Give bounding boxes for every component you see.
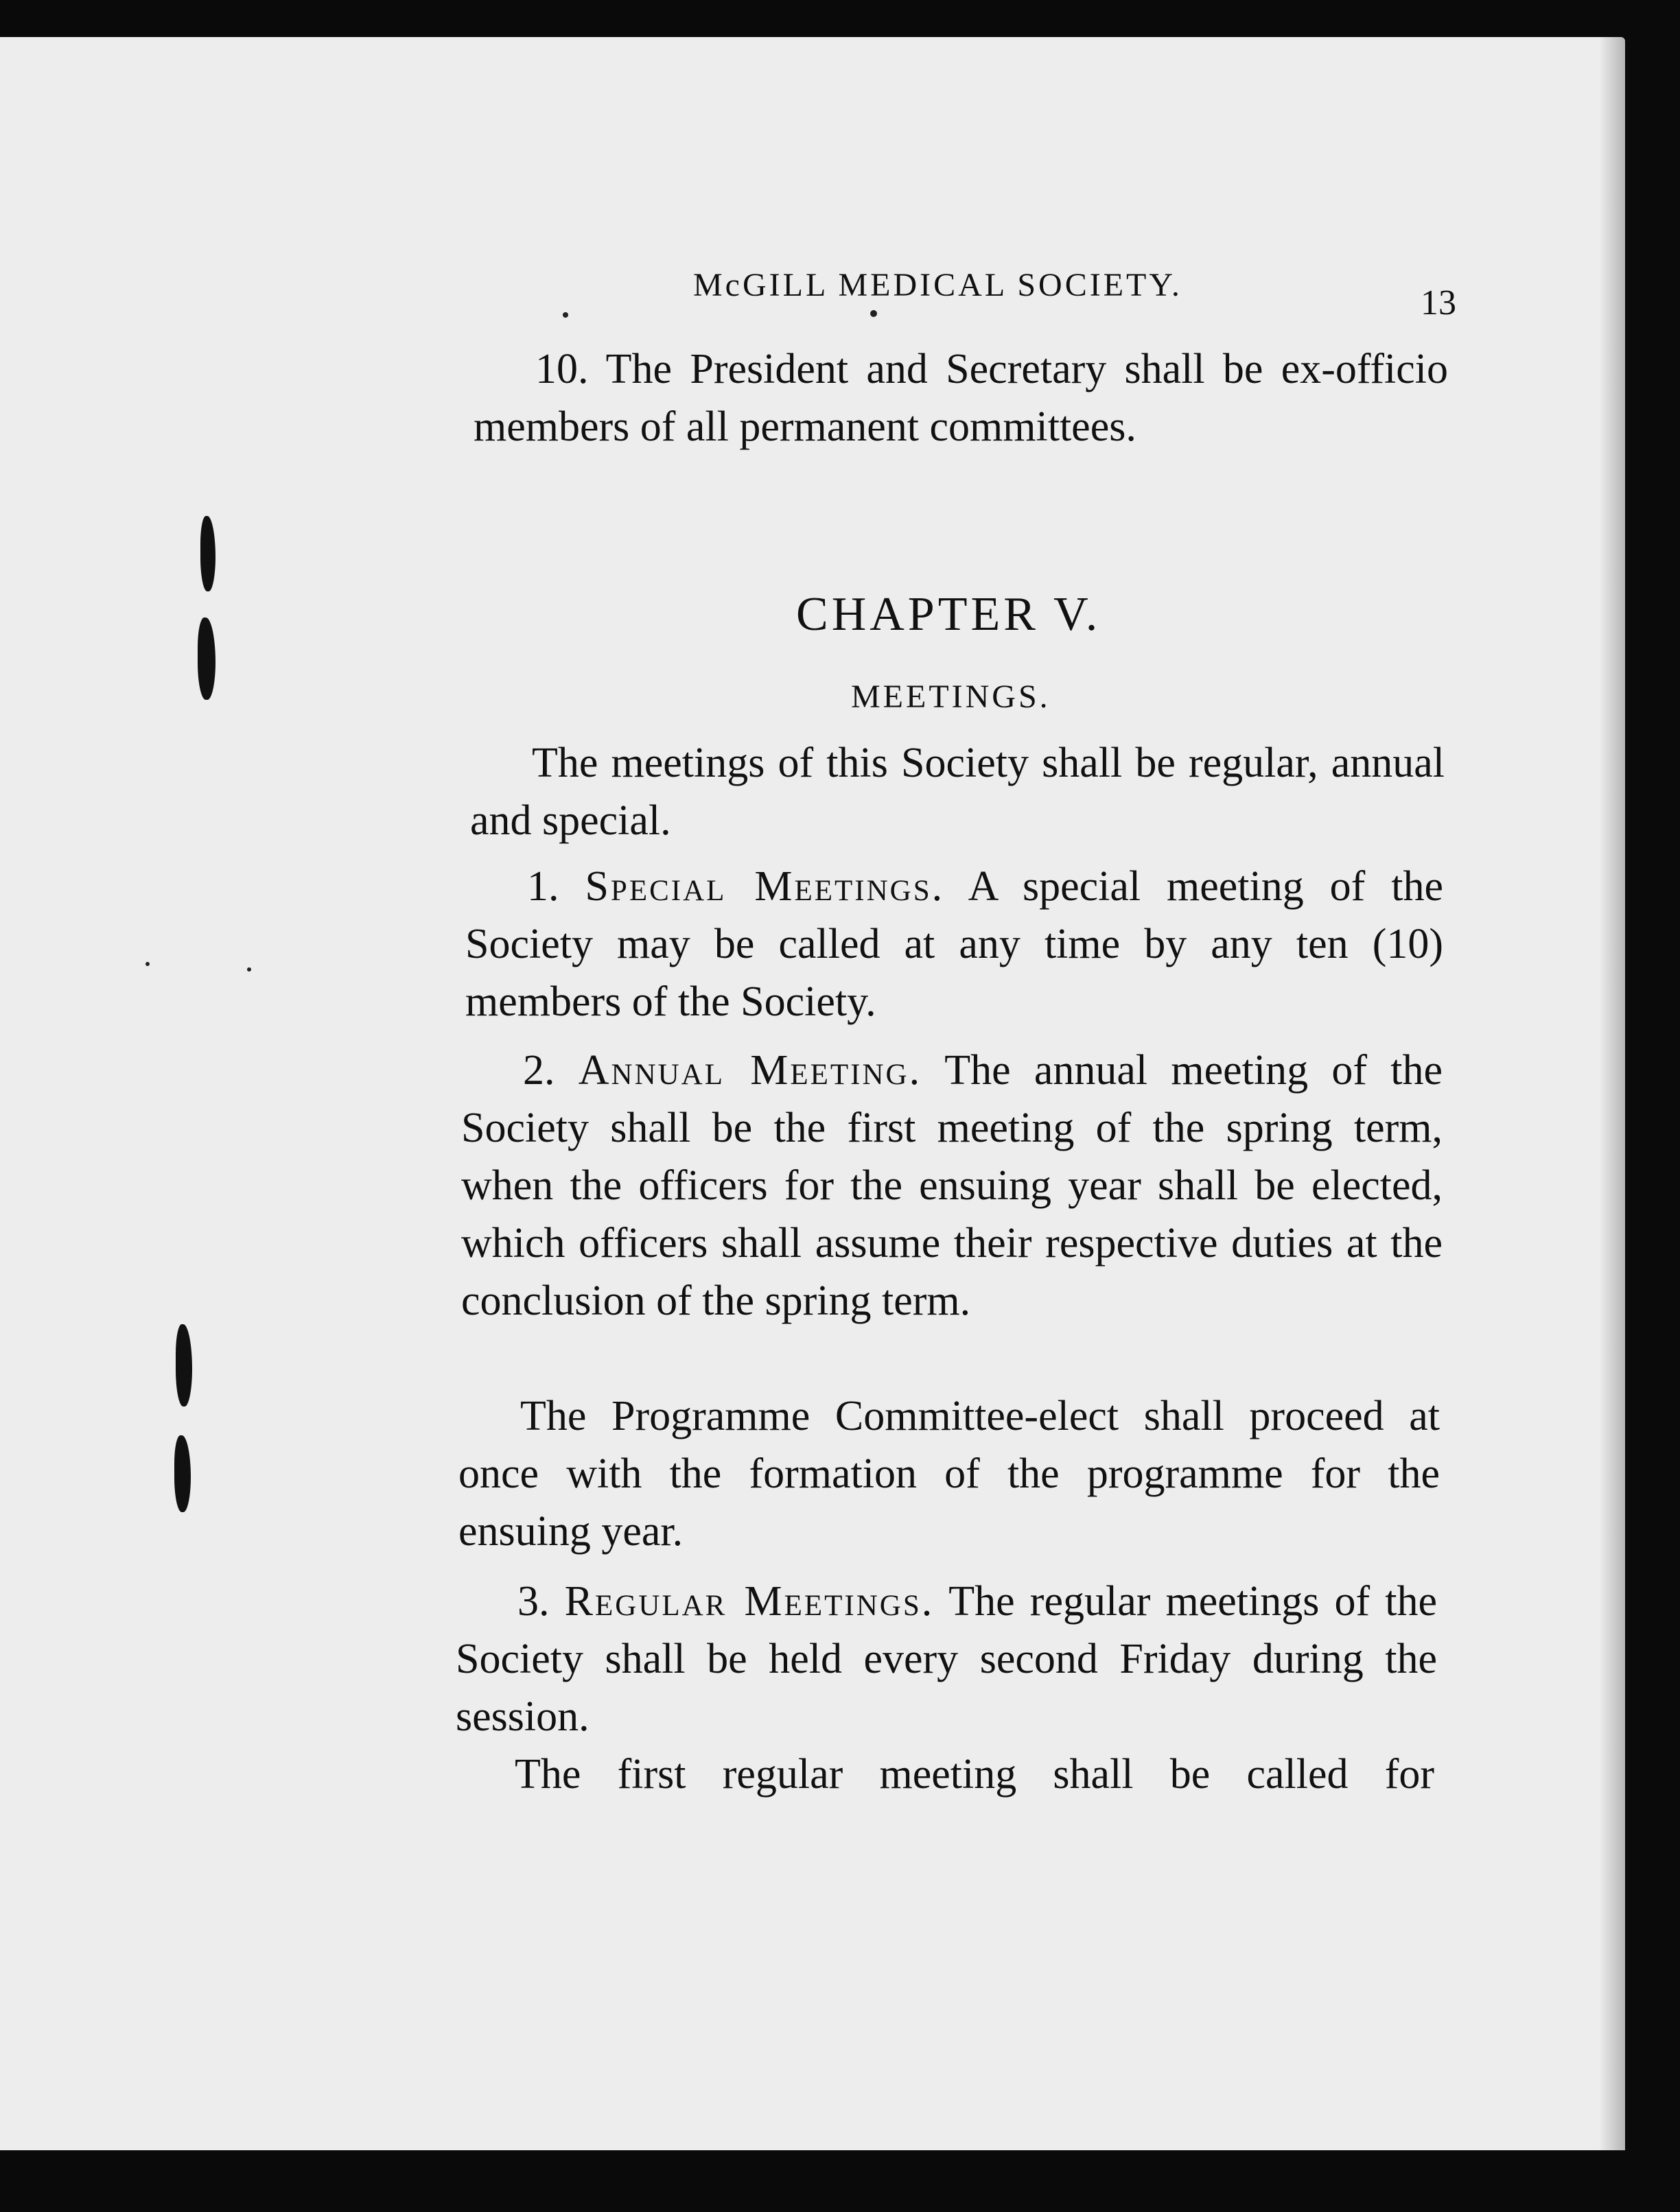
page-edge-shadow: [1599, 37, 1626, 2150]
scan-speck: [247, 967, 251, 972]
annual-meeting-number: 2.: [523, 1047, 555, 1094]
special-meetings-paragraph: [465, 858, 1443, 1031]
programme-paragraph: The Programme Committee-elect shall proceed at once with the formation of the programme for the ensuing year.: [458, 1393, 1440, 1555]
annual-meeting-heading: Annual Meeting.: [578, 1047, 922, 1094]
special-meetings-block: [465, 858, 1443, 1031]
scan-speck: [563, 312, 568, 318]
running-head: McGILL MEDICAL SOCIETY.: [693, 267, 1182, 303]
first-regular-block: [453, 1745, 1434, 1803]
chapter-title: CHAPTER V.: [796, 588, 1101, 641]
intro-block: [470, 734, 1445, 849]
annual-meeting-paragraph: [461, 1042, 1443, 1330]
section-title: MEETINGS.: [851, 679, 1051, 715]
special-meetings-number: 1.: [527, 863, 559, 910]
paragraph-10: 10. The President and Secretary shall be ex-officio members of all permanent committees.: [474, 346, 1448, 450]
programme-block: [458, 1387, 1440, 1560]
regular-meetings-heading: Regular Meetings.: [564, 1578, 935, 1625]
annual-meeting-text: The annual meeting of the Society shall be the first meeting of the spring term, when the officers for the ensuing year shall be elected, which officers shall assume their respective duties at the conclusion of the spring term.: [461, 1047, 1443, 1324]
scan-speck: [145, 962, 150, 966]
regular-meetings-paragraph: [456, 1573, 1437, 1745]
scan-speck: [870, 310, 877, 317]
page-number: 13: [1421, 283, 1456, 322]
special-meetings-heading: Special Meetings.: [585, 863, 945, 910]
regular-meetings-text: The regular meetings of the Society shall be held every second Friday during the session.: [456, 1578, 1437, 1740]
intro-paragraph: The meetings of this Society shall be regular, annual and special.: [470, 740, 1445, 844]
annual-meeting-block: [461, 1042, 1443, 1330]
regular-meetings-block: [456, 1573, 1437, 1745]
first-regular-paragraph: The first regular meeting shall be called for: [515, 1751, 1434, 1798]
special-meetings-text: A special meeting of the Society may be called at any time by any ten (10) members of the Society.: [465, 863, 1443, 1025]
regular-meetings-number: 3.: [517, 1578, 550, 1625]
paragraph-10-block: [474, 340, 1448, 456]
